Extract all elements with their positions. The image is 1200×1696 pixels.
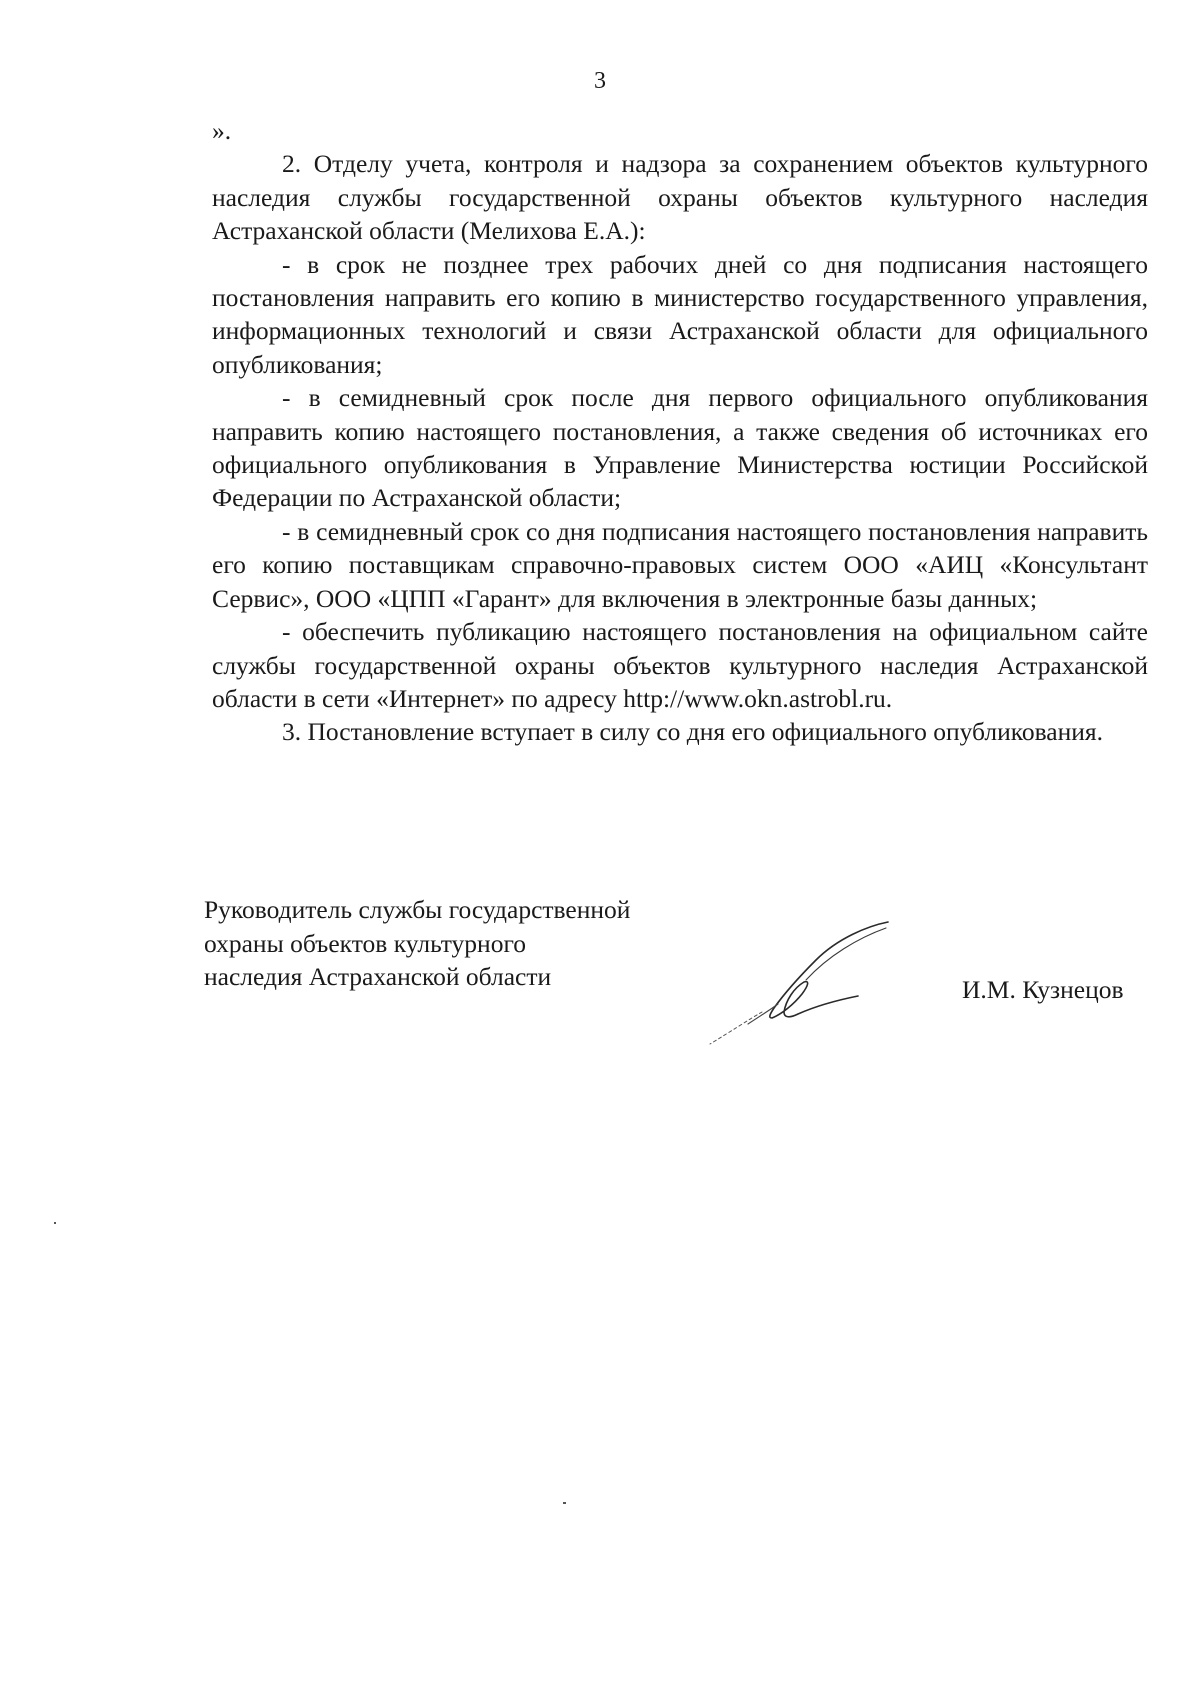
closing-quote: ». — [212, 116, 232, 145]
paragraph-bullet-1: - в срок не позднее трех рабочих дней со дня подписания настоящего постановления направить его копию в министерство государственного управления, информационных технологий и связи Астраханской области для официального опубликования; — [212, 249, 1148, 379]
signer-name: И.М. Кузнецов — [962, 975, 1124, 1004]
scan-speck — [54, 1222, 56, 1224]
signer-title-line-1: Руководитель службы государственной — [204, 895, 631, 924]
document-body — [212, 114, 1148, 749]
signer-title-line-3: наследия Астраханской области — [204, 962, 552, 991]
signer-title-line-2: охраны объектов культурного — [204, 928, 527, 958]
handwritten-signature — [698, 908, 898, 1048]
paragraph-bullet-4: - обеспечить публикацию настоящего постановления на официальном сайте службы государственной охраны объектов культурного наследия Астраханской области в сети «Интернет» по адресу http://www.okn.astrobl.ru. — [212, 617, 1148, 713]
signer-title-block — [204, 893, 630, 994]
paragraph-bullet-2: - в семидневный срок после дня первого официального опубликования направить копию настоящего постановления, а также сведения об источниках его официального опубликования в Управление Министерства юстиции Российской Федерации по Астраханской области; — [212, 383, 1148, 513]
page-number: 3 — [594, 68, 606, 94]
paragraph-item-3: 3. Постановление вступает в силу со дня его официального опубликования. — [282, 717, 1103, 747]
scan-speck — [563, 1502, 566, 1504]
paragraph-bullet-3: - в семидневный срок со дня подписания настоящего постановления направить его копию поставщикам справочно-правовых систем ООО «АИЦ «Консультант Сервис», ООО «ЦПП «Гарант» для включения в электронные базы данных; — [212, 516, 1148, 613]
paragraph-item-2: 2. Отделу учета, контроля и надзора за сохранением объектов культурного наследия службы государственной охраны объектов культурного наследия Астраханской области (Мелихова Е.А.): — [212, 149, 1148, 246]
